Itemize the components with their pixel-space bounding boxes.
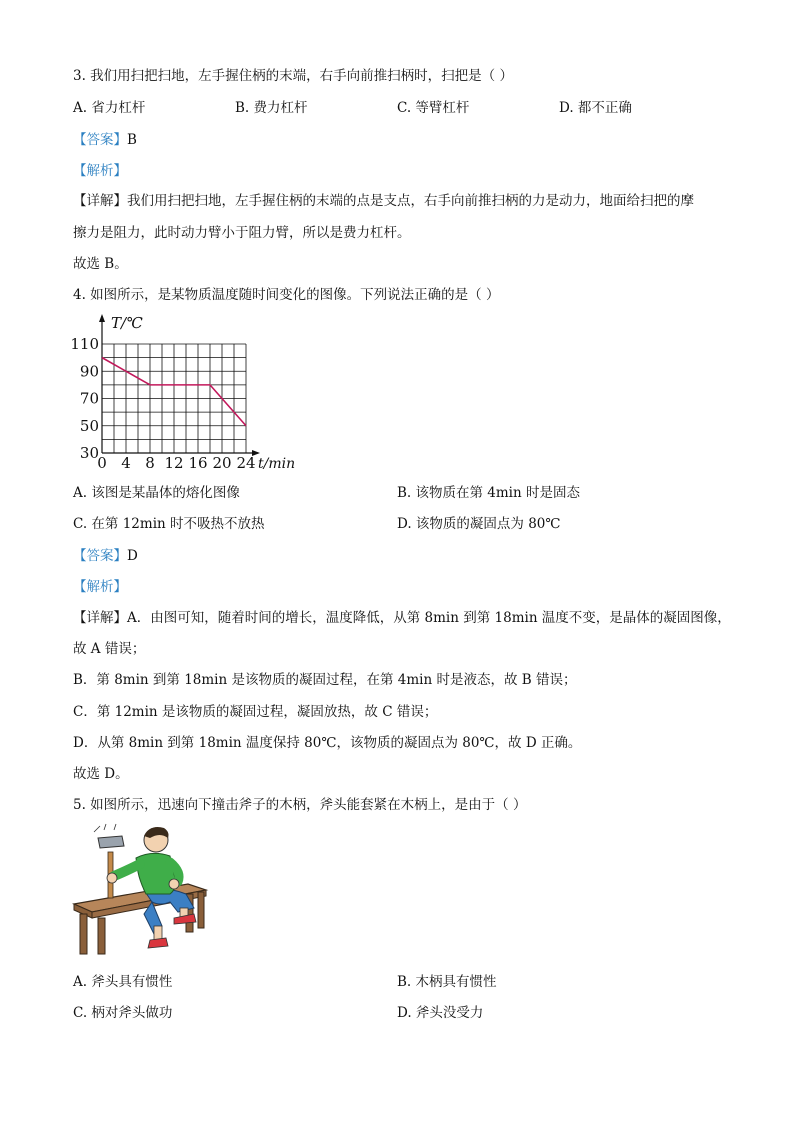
x-tick-label: 16: [188, 454, 208, 472]
q5-option-b: B. 木柄具有惯性: [397, 974, 497, 990]
y-axis-arrow: [99, 314, 105, 322]
q3-conclusion: 故选 B。: [73, 256, 128, 272]
q4-option-d: D. 该物质的凝固点为 80℃: [397, 516, 561, 532]
q5-stem: 5. 如图所示，迅速向下撞击斧子的木柄，斧头能套紧在木柄上，是由于（ ）: [73, 797, 527, 813]
q3-detail-1: [73, 192, 694, 210]
y-tick-label: 50: [79, 416, 99, 435]
q4-detail-3: B．第 8min 到第 18min 是该物质的凝固过程，在第 4min 时是液态，故 B 错误；: [73, 672, 577, 688]
q3-option-a: A. 省力杠杆: [73, 100, 146, 116]
q4-option-a: A. 该图是某晶体的熔化图像: [73, 485, 240, 501]
answer-value: B: [127, 132, 137, 148]
q4-answer: [73, 547, 138, 565]
q4-detail-4: C．第 12min 是该物质的凝固过程，凝固放热，故 C 错误；: [73, 704, 438, 720]
answer-value: D: [127, 548, 138, 564]
q5-option-a: A. 斧头具有惯性: [73, 974, 173, 990]
detail-tag: 【详解】: [73, 193, 127, 209]
y-tick-label: 90: [79, 362, 99, 381]
q4-conclusion: 故选 D。: [73, 766, 129, 782]
detail-tag: 【详解】: [73, 610, 127, 626]
q4-option-c: C. 在第 12min 时不吸热不放热: [73, 516, 265, 532]
q4-analysis-tag: 【解析】: [73, 579, 127, 595]
x-tick-label: 4: [121, 454, 131, 472]
q5-option-c: C. 柄对斧头做功: [73, 1005, 173, 1021]
x-tick-label: 8: [145, 454, 155, 472]
q4-option-b: B. 该物质在第 4min 时是固态: [397, 485, 580, 501]
q4-detail-1: [73, 609, 731, 627]
y-tick-label: 70: [79, 389, 99, 408]
x-tick-label: 0: [97, 454, 107, 472]
q3-stem: 3. 我们用扫把扫地，左手握住柄的末端，右手向前推扫柄时，扫把是（ ）: [73, 68, 513, 84]
q3-detail-2: 擦力是阻力，此时动力臂小于阻力臂，所以是费力杠杆。: [73, 225, 411, 241]
y-axis-label: T/℃: [111, 314, 143, 332]
y-tick-label: 110: [70, 335, 99, 353]
q3-option-d: D. 都不正确: [559, 100, 632, 116]
y-tick-label: 30: [79, 444, 99, 462]
temperature-time-chart: [70, 312, 310, 474]
x-tick-label: 24: [236, 454, 256, 472]
man-hammering-axe-illustration: [70, 822, 228, 958]
q3-option-c: C. 等臂杠杆: [397, 100, 470, 116]
q4-stem: 4. 如图所示，是某物质温度随时间变化的图像。下列说法正确的是（ ）: [73, 287, 500, 303]
x-axis-label: t/min: [258, 456, 296, 472]
answer-tag: 【答案】: [73, 548, 127, 564]
q4-detail-2: 故 A 错误；: [73, 641, 146, 657]
detail-text: 我们用扫把扫地，左手握住柄的末端的点是支点，右手向前推扫柄的力是动力，地面给扫把的摩: [127, 193, 694, 209]
q3-option-b: B. 费力杠杆: [235, 100, 308, 116]
detail-text: A．由图可知，随着时间的增长，温度降低，从第 8min 到第 18min 温度不变，是晶体的凝固图像，: [127, 610, 731, 626]
q3-analysis-tag: 【解析】: [73, 163, 127, 179]
x-tick-label: 20: [212, 454, 232, 472]
q3-answer: [73, 131, 137, 149]
answer-tag: 【答案】: [73, 132, 127, 148]
q5-option-d: D. 斧头没受力: [397, 1005, 484, 1021]
q4-detail-5: D．从第 8min 到第 18min 温度保持 80℃，该物质的凝固点为 80℃，故 D 正确。: [73, 735, 582, 751]
x-tick-label: 12: [164, 454, 184, 472]
